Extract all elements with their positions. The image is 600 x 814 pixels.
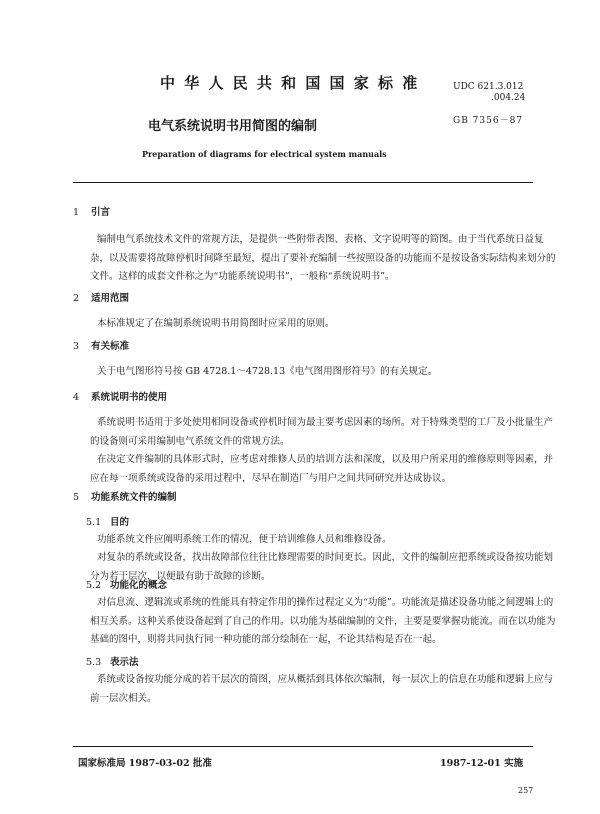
section-title: 表示法	[110, 657, 139, 668]
section-2-heading	[73, 293, 129, 305]
section-title: 适用范围	[91, 293, 130, 304]
section-5-1-heading	[86, 517, 129, 529]
section-title: 有关标准	[91, 341, 130, 352]
section-1-heading	[73, 207, 110, 219]
document-subtitle-english: Preparation of diagrams for electrical system manuals	[142, 149, 387, 159]
section-title: 引言	[91, 207, 111, 218]
section-5-1-paragraph-1: 功能系统文件应阐明系统工作的情况，便于培训维修人员和维修设备。	[97, 534, 392, 545]
section-5-2-paragraph: 对信息流、逻辑流或系统的性能具有特定作用的操作过程定义为“功能”。功能流是描述设备功能之间逻辑上的相互关系。这种关系使设备起到了自己的作用。以功能为基础编制的文件，主要是要掌握功能流。而在以功能为基础的图中，则将共同执行同一种功能的部分绘制在一起，不论其结构是否在一起。	[90, 597, 556, 645]
section-number: 5.2	[86, 580, 102, 591]
udc-number-suffix: .004.24	[491, 93, 526, 103]
section-title: 功能系统文件的编制	[91, 492, 177, 503]
section-1-paragraph: 编制电气系统技术文件的常规方法，是提供一些附带表图、表格、文字说明等的简图。由于当代系统日益复杂，以及需要将故障停机时间降至最短，提出了要补充编制一些按照设备的功能而不是按设备实际结构来划分的文件。这样的成套文件称之为“功能系统说明书”，一般称“系统说明书”。	[90, 234, 556, 282]
section-4-paragraph-1: 系统说明书适用于多处使用相同设备或停机时间为最主要考虑因素的场所。对于特殊类型的工厂及小批量生产的设备则可采用编制电气系统文件的常规方法。	[90, 417, 554, 447]
standard-title: 中 华 人 民 共 和 国 国 家 标 准	[160, 74, 420, 92]
section-2-paragraph: 本标准规定了在编制系统说明书用简图时应采用的原则。	[97, 318, 335, 329]
section-4-paragraph-2: 在决定文件编制的具体形式时，应考虑对维修人员的培训方法和深度，以及用户所采用的维修原则等因素，并应在每一项系统或设备的采用过程中，尽早在制造厂与用户之间共同研究并达成协议。	[90, 454, 554, 484]
section-title: 功能化的概念	[110, 580, 168, 591]
section-number: 3	[73, 341, 80, 352]
section-5-2-heading	[86, 580, 167, 592]
section-number: 5.1	[86, 517, 102, 528]
section-3-heading	[73, 341, 129, 353]
section-5-1-paragraph-2: 对复杂的系统或设备，找出故障部位往往比修理需要的时间更长。因此，文件的编制应把系统或设备按功能划分为若干层次，以便最有助于故障的诊断。	[90, 552, 554, 582]
approval-date: 国家标准局 1987-03-02 批准	[78, 758, 212, 769]
footer-divider	[73, 746, 533, 747]
section-4-heading	[73, 392, 167, 404]
section-5-heading	[73, 492, 177, 504]
section-3-paragraph: 关于电气图形符号按 GB 4728.1～4728.13《电气图用图形符号》的有关规定。	[97, 366, 438, 377]
header-divider	[73, 182, 533, 183]
section-5-3-heading	[86, 657, 139, 669]
section-number: 1	[73, 207, 80, 218]
section-number: 5	[73, 492, 80, 503]
section-title: 目的	[110, 517, 130, 528]
page-number: 257	[518, 786, 534, 795]
section-number: 4	[73, 392, 80, 403]
section-title: 系统说明书的使用	[91, 392, 168, 403]
document-title: 电气系统说明书用简图的编制	[148, 119, 318, 134]
section-number: 2	[73, 293, 80, 304]
gb-number: GB 7356－87	[453, 116, 524, 126]
udc-number: UDC 621.3.012	[453, 82, 524, 92]
section-number: 5.3	[86, 657, 102, 668]
effective-date: 1987-12-01 实施	[440, 758, 524, 769]
section-5-3-paragraph: 系统或设备按功能分成的若干层次的简图，应从概括到具体依次编制，每一层次上的信息在功能和逻辑上应与前一层次相关。	[90, 674, 554, 704]
